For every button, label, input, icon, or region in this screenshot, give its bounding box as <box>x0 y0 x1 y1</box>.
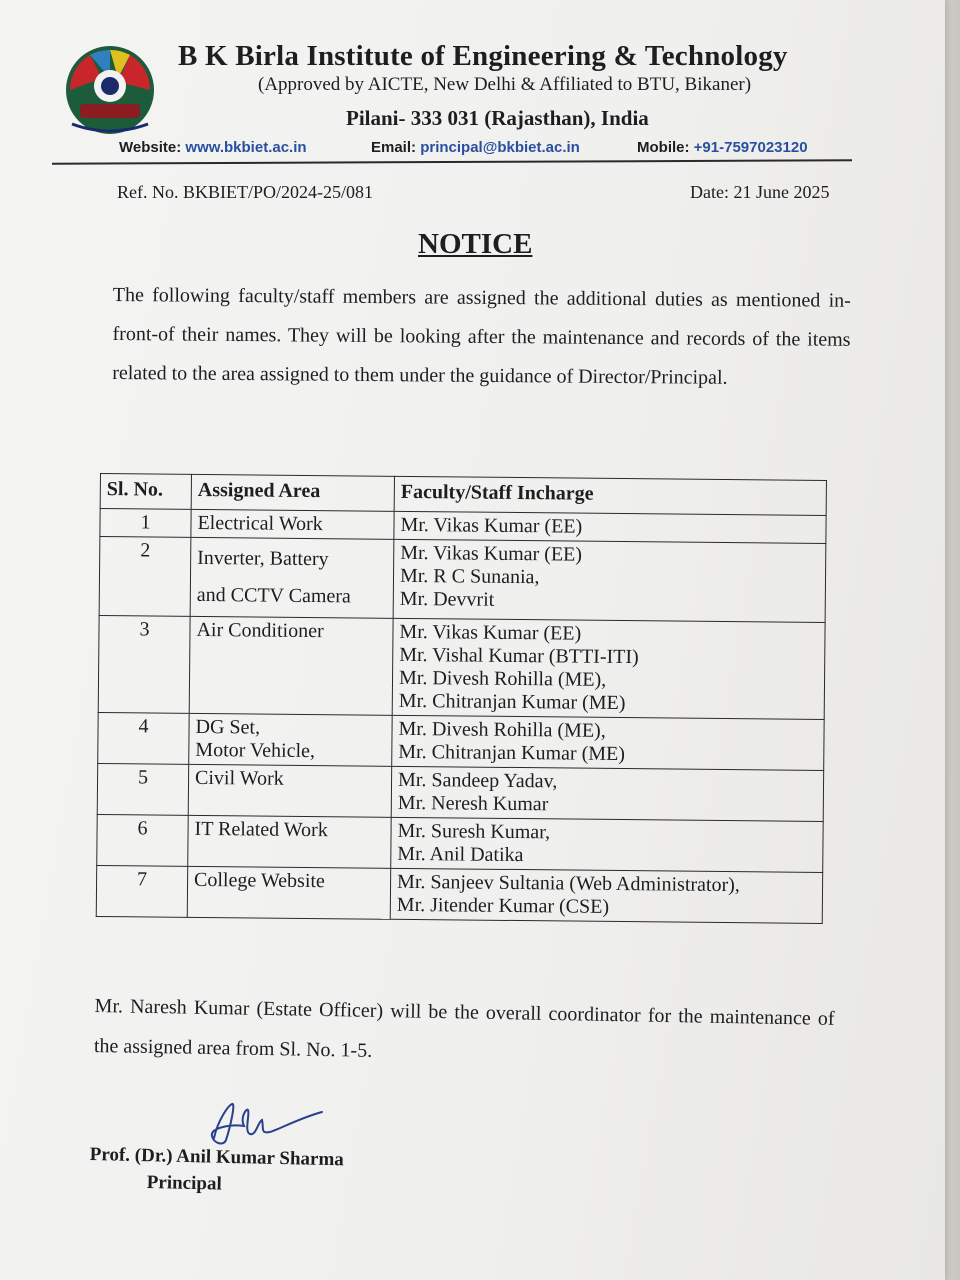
table-row <box>97 814 823 872</box>
row-sl-no: 7 <box>96 865 187 917</box>
institute-name: B K Birla Institute of Engineering & Technology <box>178 40 788 72</box>
incharge-line: Mr. R C Sunania, <box>399 564 540 589</box>
area-line: DG Set, <box>195 715 261 739</box>
incharge-line: Mr. Divesh Rohilla (ME), <box>398 717 606 742</box>
mobile-number: +91-7597023120 <box>693 139 808 156</box>
header-divider <box>52 159 852 164</box>
reference-number: Ref. No. BKBIET/PO/2024-25/081 <box>117 182 373 202</box>
row-sl-no: 2 <box>99 537 191 617</box>
row-area <box>191 509 394 539</box>
handwritten-signature <box>200 1098 330 1153</box>
duties-table <box>96 473 827 924</box>
incharge-line: Mr. Suresh Kumar, <box>397 819 551 844</box>
incharge-line: Mr. Vikas Kumar (EE) <box>400 513 583 538</box>
row-sl-no: 5 <box>97 763 188 815</box>
incharge-line: Mr. Anil Datika <box>397 842 524 867</box>
table-row <box>97 763 823 821</box>
email-label: Email: <box>371 139 417 156</box>
signatory-name: Prof. (Dr.) Anil Kumar Sharma <box>89 1144 344 1171</box>
website-link[interactable]: www.bkbiet.ac.in <box>185 139 307 156</box>
institute-address: Pilani- 333 031 (Rajasthan), India <box>346 106 649 130</box>
row-incharge <box>392 618 825 719</box>
table-row <box>98 712 824 770</box>
row-sl-no: 1 <box>100 509 191 538</box>
website-contact <box>119 139 307 156</box>
email-contact <box>371 139 580 156</box>
incharge-line: Mr. Devvrit <box>399 587 495 611</box>
incharge-line: Mr. Jitender Kumar (CSE) <box>396 893 610 918</box>
notice-date: Date: 21 June 2025 <box>690 182 830 202</box>
row-sl-no: 4 <box>98 712 189 764</box>
incharge-line: Mr. Sanjeev Sultania (Web Administrator), <box>396 870 740 897</box>
institute-logo <box>60 38 160 138</box>
table-row <box>96 865 822 923</box>
row-area <box>189 616 393 715</box>
header-assigned-area: Assigned Area <box>191 474 394 511</box>
area-line: Motor Vehicle, <box>195 738 316 763</box>
incharge-line: Mr. Vikas Kumar (EE) <box>400 541 583 566</box>
row-sl-no: 6 <box>97 814 188 866</box>
incharge-line: Mr. Chitranjan Kumar (ME) <box>398 689 626 715</box>
area-line: IT Related Work <box>194 817 328 842</box>
row-incharge <box>392 715 824 770</box>
incharge-line: Mr. Vikas Kumar (EE) <box>399 620 582 645</box>
table-row <box>99 537 826 623</box>
area-line: College Website <box>193 868 325 893</box>
incharge-line: Mr. Neresh Kumar <box>397 791 549 816</box>
row-area <box>188 815 391 868</box>
row-incharge <box>391 766 823 821</box>
mobile-label: Mobile: <box>637 139 690 156</box>
row-area <box>190 537 394 618</box>
row-incharge <box>390 868 822 923</box>
area-line: Inverter, Battery <box>197 546 329 571</box>
coordinator-note: Mr. Naresh Kumar (Estate Officer) will be the overall coordinator for the maintenance of the assigned area from Sl. No. 1-5. <box>93 994 835 1062</box>
row-incharge <box>394 511 826 543</box>
website-label: Website: <box>119 139 182 156</box>
area-line: Electrical Work <box>197 511 323 536</box>
notice-title: NOTICE <box>418 228 533 260</box>
incharge-line: Mr. Vishal Kumar (BTTI-ITI) <box>399 643 639 669</box>
row-area <box>189 713 392 766</box>
incharge-line: Mr. Divesh Rohilla (ME), <box>398 666 607 691</box>
area-line: and CCTV Camera <box>196 583 351 608</box>
table-row <box>98 615 825 719</box>
area-line: Civil Work <box>194 766 284 790</box>
signatory-designation: Principal <box>146 1172 222 1195</box>
incharge-line: Mr. Chitranjan Kumar (ME) <box>398 740 626 766</box>
approval-line: (Approved by AICTE, New Delhi & Affiliated to BTU, Bikaner) <box>258 74 752 95</box>
mobile-contact <box>637 139 808 156</box>
duties-table-container <box>96 473 827 924</box>
email-link[interactable]: principal@bkbiet.ac.in <box>420 139 580 156</box>
row-area <box>188 764 391 817</box>
intro-paragraph: The following faculty/staff members are assigned the additional duties as mentioned in-front-of their names. They will be looking after the maintenance and records of the items related to the area assigned to them under the guidance of Director/Principal. <box>112 283 851 389</box>
row-area <box>187 866 390 919</box>
area-line: Air Conditioner <box>196 618 324 643</box>
row-sl-no: 3 <box>98 615 190 713</box>
header-sl-no: Sl. No. <box>100 474 191 510</box>
header-incharge: Faculty/Staff Incharge <box>394 476 826 515</box>
row-incharge <box>391 817 823 872</box>
row-incharge <box>393 539 826 622</box>
incharge-line: Mr. Sandeep Yadav, <box>397 768 558 793</box>
